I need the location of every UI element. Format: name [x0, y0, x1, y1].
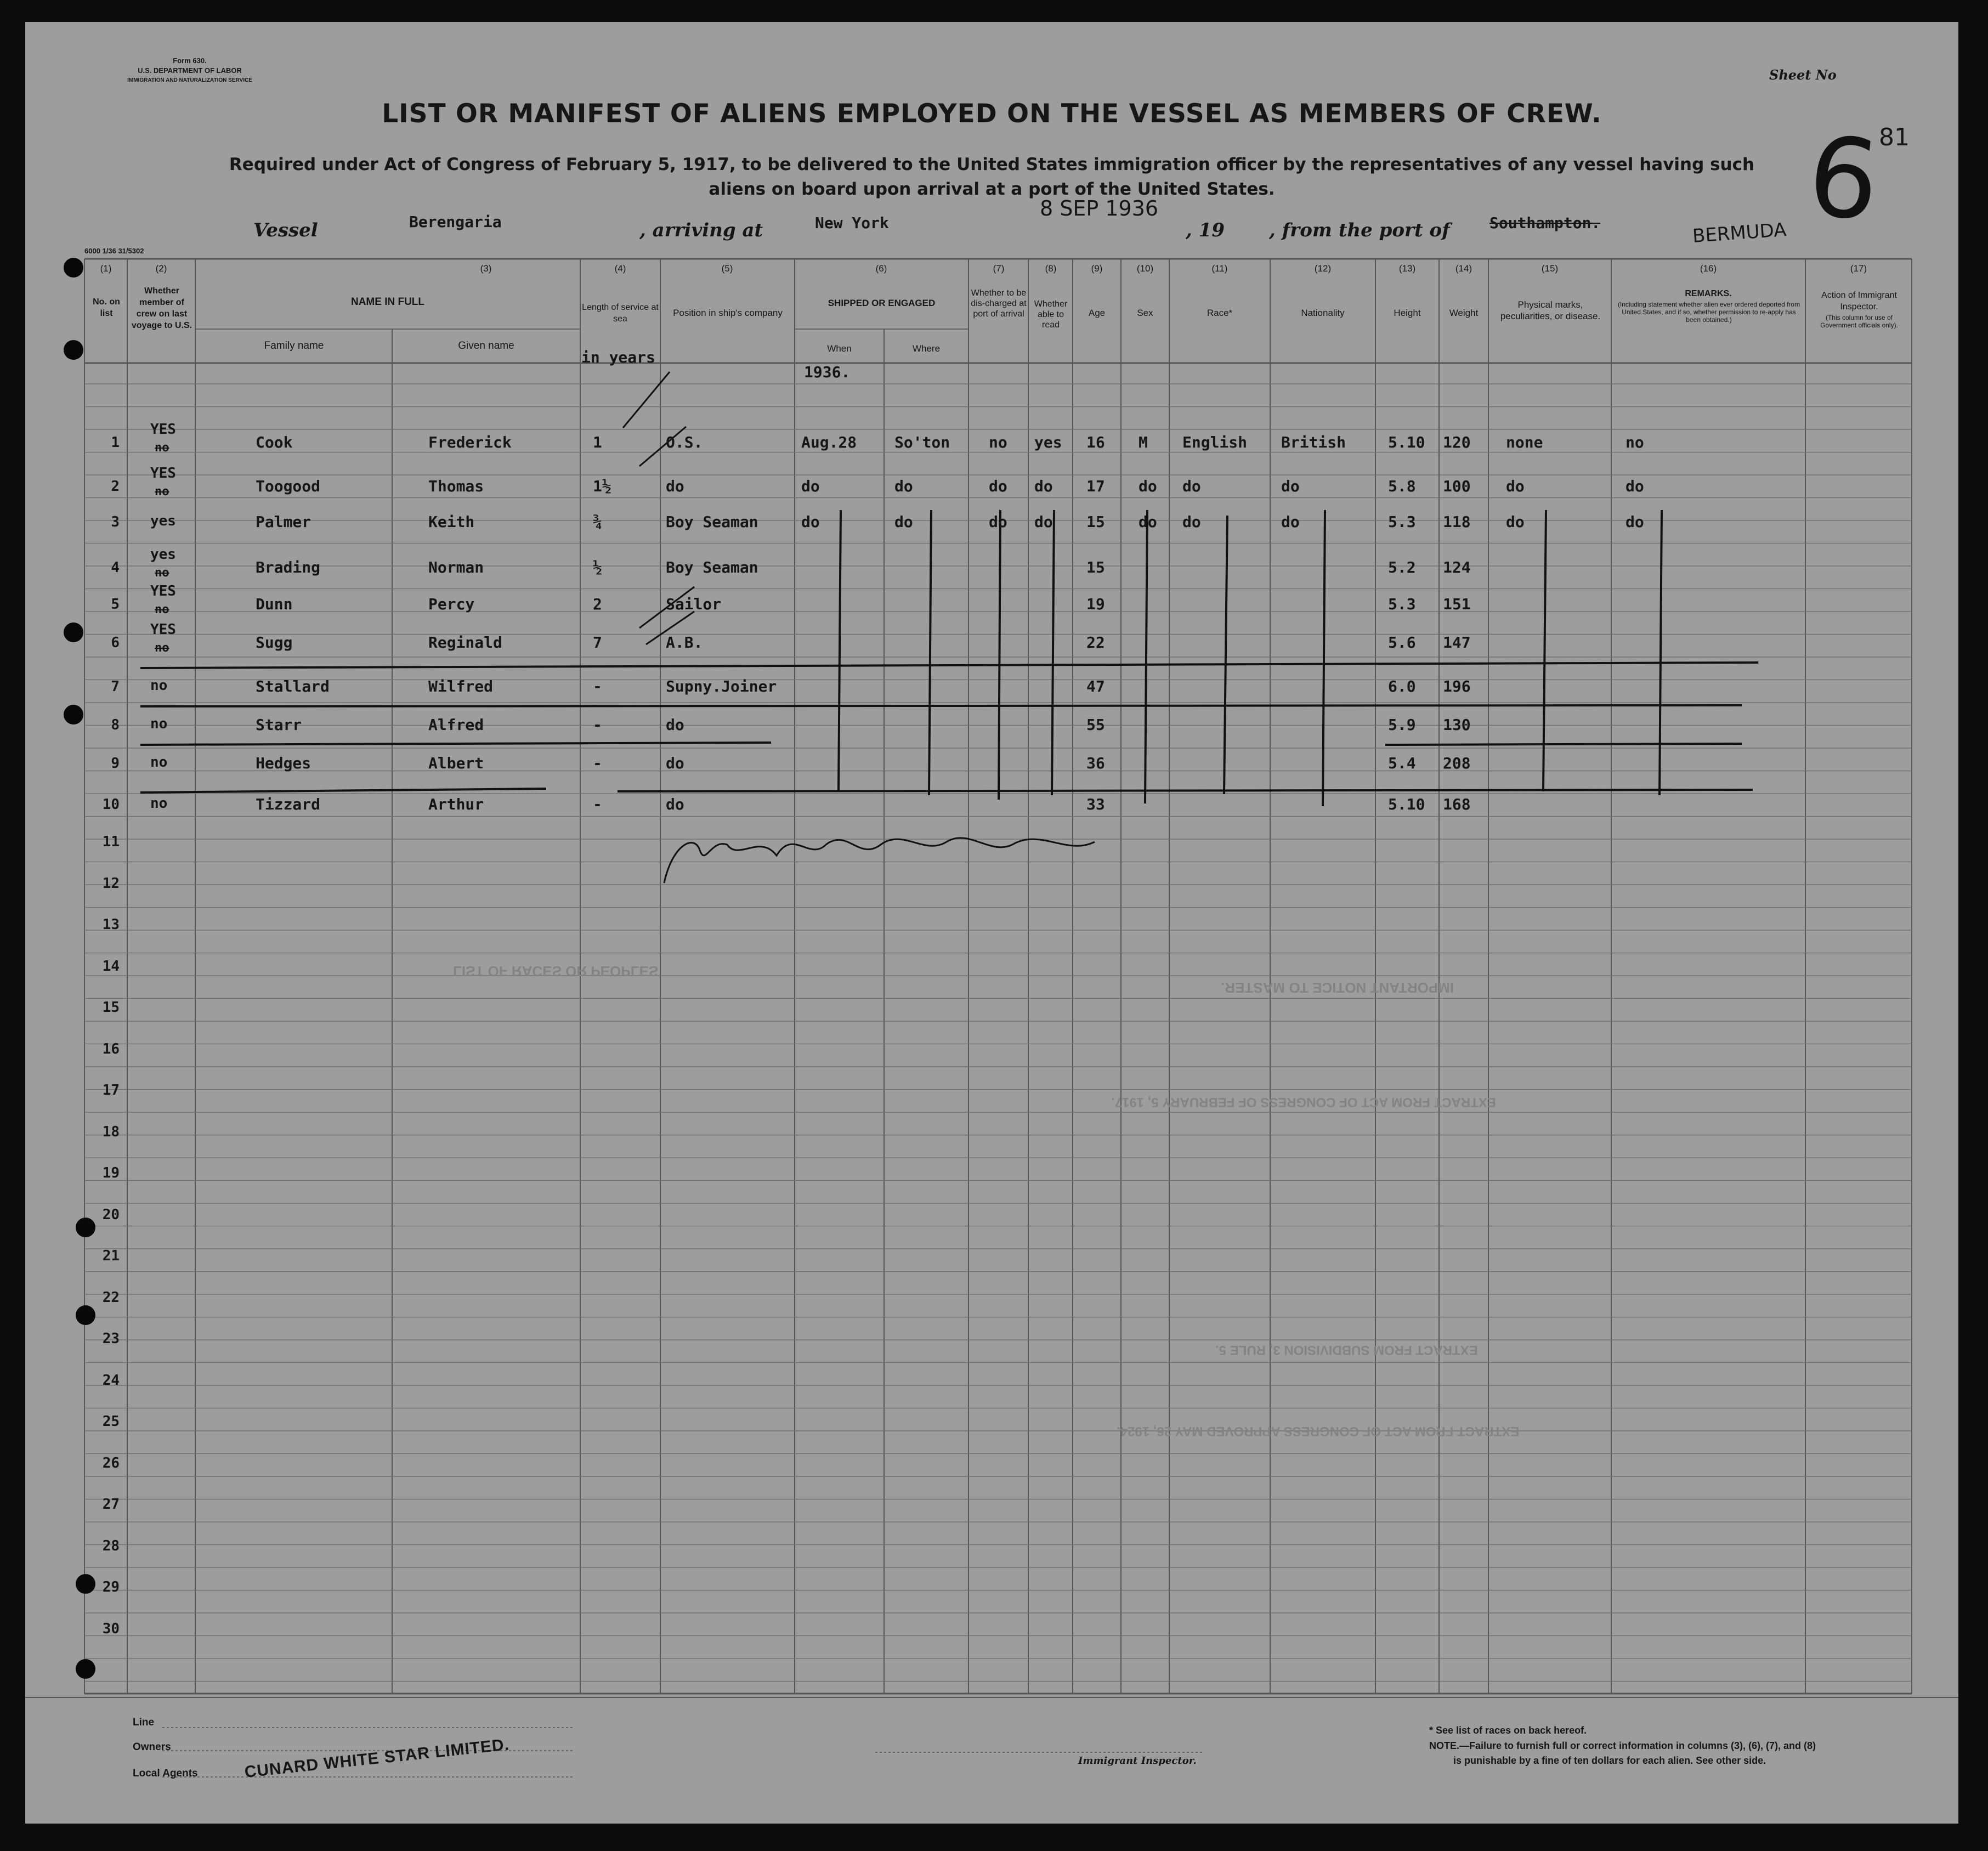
- cell-age: 15: [1086, 513, 1105, 531]
- from-label: , from the port of: [1269, 219, 1450, 241]
- cell-age: 22: [1086, 633, 1105, 652]
- col-physical-marks: Physical marks, peculiarities, or disease.: [1500, 299, 1601, 321]
- column-number: (17): [1850, 263, 1867, 274]
- row-number: 10: [102, 796, 120, 813]
- cell-height: 5.6: [1388, 633, 1416, 652]
- cell-position: do: [666, 754, 684, 772]
- cell-service: -: [593, 677, 602, 695]
- page-title: LIST OR MANIFEST OF ALIENS EMPLOYED ON THE VESSEL AS MEMBERS OF CREW.: [382, 99, 1602, 129]
- extract-3: EXTRACT FROM ACT OF CONGRESS APPROVED MAY 26, 1924.: [1117, 1424, 1520, 1439]
- col-shipped-engaged: SHIPPED OR ENGAGED: [828, 298, 936, 308]
- cell-member: no: [150, 754, 168, 771]
- cell-family: Brading: [256, 558, 321, 576]
- from-port-handwritten: BERMUDA: [1691, 219, 1787, 247]
- local-agents-label: Local Agents: [133, 1768, 198, 1779]
- cell-age: 36: [1086, 754, 1105, 772]
- col-discharged: Whether to be dis-charged at port of arrival: [971, 288, 1027, 319]
- col-age: Age: [1088, 308, 1106, 318]
- cell-read: do: [1034, 513, 1053, 531]
- cell-height: 5.10: [1388, 433, 1425, 451]
- col-nationality: Nationality: [1301, 308, 1345, 318]
- binding-hole: [64, 340, 83, 360]
- column-number: (2): [155, 263, 167, 274]
- cell-member-struck: no: [155, 485, 169, 499]
- cell-nationality: do: [1281, 513, 1300, 531]
- manifest-sheet: [25, 22, 1958, 1824]
- agents-stamp: CUNARD WHITE STAR LIMITED.: [243, 1735, 511, 1781]
- cell-where: So'ton: [894, 433, 950, 451]
- column-number: (4): [614, 263, 626, 274]
- cell-age: 19: [1086, 595, 1105, 613]
- cell-member-struck: no: [155, 566, 169, 580]
- column-number: (1): [100, 263, 112, 274]
- row-number: 21: [102, 1248, 120, 1264]
- cell-family: Tizzard: [256, 795, 321, 813]
- col-height: Height: [1394, 308, 1421, 318]
- binding-hole: [76, 1305, 95, 1325]
- cell-service: 7: [593, 633, 602, 652]
- races-heading: LIST OF RACES OR PEOPLES: [453, 963, 659, 980]
- row-number: 29: [102, 1579, 120, 1595]
- column-number: (11): [1211, 263, 1228, 274]
- cell-age: 17: [1086, 477, 1105, 495]
- cell-where: do: [894, 477, 913, 495]
- binding-hole: [76, 1659, 95, 1679]
- form-header-block: [113, 56, 267, 86]
- column-number: (16): [1700, 263, 1717, 274]
- row-number: 23: [102, 1331, 120, 1347]
- row-number: 15: [102, 999, 120, 1016]
- cell-weight: 100: [1443, 477, 1471, 495]
- important-notice: IMPORTANT NOTICE TO MASTER.: [1221, 980, 1454, 996]
- cell-weight: 168: [1443, 795, 1471, 813]
- cell-family: Stallard: [256, 677, 330, 695]
- col-sex: Sex: [1137, 308, 1153, 318]
- arriving-label: , arriving at: [639, 219, 763, 241]
- column-number: (9): [1091, 263, 1103, 274]
- cell-given: Arthur: [428, 795, 484, 813]
- row-number: 2: [111, 478, 120, 495]
- row-number: 8: [111, 717, 120, 733]
- cell-member: YES: [150, 465, 176, 482]
- row-number: 16: [102, 1040, 120, 1057]
- cell-age: 15: [1086, 558, 1105, 576]
- cell-position: do: [666, 477, 684, 495]
- date-stamp: 8 SEP 1936: [1040, 196, 1159, 220]
- col-whether-member: Whether member of crew on last voyage to U.S.: [131, 286, 192, 330]
- cell-remarks: do: [1625, 477, 1644, 495]
- row-number: 6: [111, 635, 120, 651]
- cell-height: 5.8: [1388, 477, 1416, 495]
- immigrant-inspector-label: Immigrant Inspector.: [1078, 1755, 1197, 1767]
- cell-given: Wilfred: [428, 677, 494, 695]
- page-number: 81: [1879, 123, 1910, 151]
- cell-member: yes: [150, 546, 176, 563]
- cell-service: 1½: [593, 477, 611, 495]
- row-number: 7: [111, 678, 120, 695]
- row-number: 25: [102, 1413, 120, 1430]
- col-action-note: (This column for use of Government officials only).: [1820, 314, 1898, 329]
- row-number: 13: [102, 916, 120, 933]
- row-number: 12: [102, 875, 120, 892]
- cell-given: Albert: [428, 754, 484, 772]
- row-number: 30: [102, 1620, 120, 1637]
- cell-position: Supny.Joiner: [666, 677, 777, 695]
- col-action: Action of Immigrant Inspector.: [1821, 291, 1897, 312]
- cell-race: do: [1182, 477, 1201, 495]
- column-number: (12): [1314, 263, 1332, 274]
- row-number: 18: [102, 1123, 120, 1140]
- cell-member: yes: [150, 513, 176, 529]
- cell-family: Palmer: [256, 513, 311, 531]
- cell-read: yes: [1034, 433, 1062, 451]
- col-no-on-list: No. on list: [93, 297, 120, 318]
- cell-position: do: [666, 716, 684, 734]
- row-number: 28: [102, 1537, 120, 1554]
- cell-height: 5.9: [1388, 716, 1416, 734]
- column-number: (7): [993, 263, 1005, 274]
- cell-read: do: [1034, 477, 1053, 495]
- cell-physical: do: [1506, 477, 1525, 495]
- cell-when: do: [801, 477, 820, 495]
- cell-age: 16: [1086, 433, 1105, 451]
- shipped-year: 1936.: [804, 363, 851, 381]
- cell-age: 55: [1086, 716, 1105, 734]
- row-number: 27: [102, 1496, 120, 1513]
- col-able-to-read: Whether able to read: [1034, 299, 1068, 330]
- print-code: 6000 1/36 31/5302: [84, 247, 144, 255]
- cell-weight: 147: [1443, 633, 1471, 652]
- cell-height: 5.4: [1388, 754, 1416, 772]
- cell-remarks: do: [1625, 513, 1644, 531]
- cell-member: no: [150, 716, 168, 732]
- cell-service: -: [593, 795, 602, 813]
- col-remarks: REMARKS.: [1685, 289, 1732, 298]
- cell-given: Frederick: [428, 433, 512, 451]
- cell-physical: none: [1506, 433, 1543, 451]
- binding-hole: [64, 622, 83, 642]
- cell-race: English: [1182, 433, 1248, 451]
- arriving-port: New York: [815, 214, 889, 232]
- cell-height: 6.0: [1388, 677, 1416, 695]
- cell-height: 5.3: [1388, 513, 1416, 531]
- cell-family: Sugg: [256, 633, 293, 652]
- column-number: (10): [1136, 263, 1154, 274]
- fine-note: is punishable by a fine of ten dollars for each alien. See other side.: [1453, 1755, 1766, 1766]
- vessel-label: Vessel: [253, 219, 318, 241]
- cell-member: no: [150, 795, 168, 812]
- cell-member-struck: no: [155, 441, 169, 455]
- subtitle-line-1: Required under Act of Congress of February 5, 1917, to be delivered to the United States immigration officer by the representatives of any vessel having such: [229, 155, 1755, 174]
- cell-weight: 124: [1443, 558, 1471, 576]
- see-list-note: * See list of races on back hereof.: [1429, 1725, 1587, 1736]
- row-number: 14: [102, 958, 120, 975]
- department-name: U.S. DEPARTMENT OF LABOR: [138, 66, 242, 75]
- cell-service: -: [593, 716, 602, 734]
- sheet-number: 6: [1802, 111, 1885, 247]
- vessel-name: Berengaria: [409, 213, 502, 231]
- row-number: 26: [102, 1454, 120, 1471]
- cell-weight: 120: [1443, 433, 1471, 451]
- col-length-service-hand: in years: [581, 348, 655, 366]
- cell-given: Norman: [428, 558, 484, 576]
- cell-weight: 118: [1443, 513, 1471, 531]
- cell-when: Aug.28: [801, 433, 857, 451]
- cell-family: Starr: [256, 716, 302, 734]
- col-when: When: [827, 343, 852, 354]
- subtitle-line-2: aliens on board upon arrival at a port of the United States.: [709, 179, 1275, 199]
- col-position: Position in ship's company: [673, 308, 783, 318]
- cell-weight: 196: [1443, 677, 1471, 695]
- cell-discharged: no: [989, 433, 1007, 451]
- col-name-in-full: NAME IN FULL: [350, 296, 425, 308]
- col-where: Where: [912, 343, 941, 354]
- row-number: 20: [102, 1206, 120, 1223]
- column-number: (6): [875, 263, 887, 274]
- col-remarks-note: (Including statement whether alien ever ordered deported from United States, and if so, whether permission to re-apply has been obtained.): [1617, 301, 1800, 324]
- row-number: 22: [102, 1289, 120, 1306]
- row-number: 4: [111, 559, 120, 576]
- cell-discharged: do: [989, 477, 1007, 495]
- column-number: (14): [1455, 263, 1472, 274]
- service-name: IMMIGRATION AND NATURALIZATION SERVICE: [127, 77, 252, 83]
- cell-service: ¾: [593, 513, 602, 531]
- cell-height: 5.10: [1388, 795, 1425, 813]
- cell-weight: 151: [1443, 595, 1471, 613]
- cell-sex: do: [1139, 513, 1157, 531]
- cell-remarks: no: [1625, 433, 1644, 451]
- cell-service: 1: [593, 433, 602, 451]
- cell-given: Keith: [428, 513, 475, 531]
- year-label: , 19: [1186, 219, 1225, 241]
- cell-position: Sailor: [666, 595, 722, 613]
- cell-nationality: British: [1281, 433, 1346, 451]
- cell-where: do: [894, 513, 913, 531]
- col-length-service: Length of service at sea: [582, 303, 659, 324]
- extract-1: EXTRACT FROM ACT OF CONGRESS OF FEBRUARY 5, 1917.: [1111, 1095, 1496, 1110]
- cell-weight: 130: [1443, 716, 1471, 734]
- cell-position: do: [666, 795, 684, 813]
- col-weight: Weight: [1449, 308, 1479, 318]
- cell-member-struck: no: [155, 641, 169, 655]
- extract-2: EXTRACT FROM SUBDIVISION 3, RULE 5.: [1215, 1343, 1478, 1357]
- cell-given: Thomas: [428, 477, 484, 495]
- row-number: 19: [102, 1165, 120, 1181]
- line-label: Line: [133, 1717, 155, 1728]
- col-race: Race*: [1207, 308, 1233, 318]
- cell-age: 47: [1086, 677, 1105, 695]
- cell-member-struck: no: [155, 603, 169, 616]
- cell-family: Cook: [256, 433, 293, 451]
- cell-position: Boy Seaman: [666, 558, 758, 576]
- row-number: 3: [111, 514, 120, 530]
- cell-service: ½: [593, 558, 602, 576]
- cell-family: Toogood: [256, 477, 321, 495]
- cell-race: do: [1182, 513, 1201, 531]
- sheet-no-label: Sheet No: [1769, 67, 1837, 83]
- cell-position: Boy Seaman: [666, 513, 758, 531]
- cell-given: Percy: [428, 595, 475, 613]
- cell-given: Alfred: [428, 716, 484, 734]
- row-number: 11: [102, 834, 120, 850]
- row-number: 1: [111, 434, 120, 451]
- cell-service: -: [593, 754, 602, 772]
- cell-family: Dunn: [256, 595, 293, 613]
- cell-member: YES: [150, 621, 176, 638]
- cell-sex: do: [1139, 477, 1157, 495]
- row-number: 17: [102, 1082, 120, 1099]
- cell-sex: M: [1139, 433, 1148, 451]
- binding-hole: [64, 258, 83, 278]
- failure-note: NOTE.—Failure to furnish full or correct information in columns (3), (6), (7), and (8): [1429, 1740, 1816, 1751]
- cell-member: YES: [150, 421, 176, 438]
- cell-family: Hedges: [256, 754, 311, 772]
- row-number: 5: [111, 596, 120, 613]
- cell-nationality: do: [1281, 477, 1300, 495]
- column-number: (5): [721, 263, 733, 274]
- cell-physical: do: [1506, 513, 1525, 531]
- from-port-struck: Southampton.: [1489, 214, 1601, 232]
- owners-label: Owners: [133, 1741, 171, 1753]
- form-number: Form 630.: [173, 56, 207, 65]
- column-number: (15): [1541, 263, 1559, 274]
- row-number: 24: [102, 1372, 120, 1389]
- column-number: (13): [1398, 263, 1416, 274]
- cell-member: no: [150, 677, 168, 694]
- cell-position: A.B.: [666, 633, 703, 652]
- cell-height: 5.2: [1388, 558, 1416, 576]
- cell-service: 2: [593, 595, 602, 613]
- col-family-name: Family name: [264, 340, 324, 352]
- cell-when: do: [801, 513, 820, 531]
- cell-position: O.S.: [666, 433, 703, 451]
- column-number: (8): [1045, 263, 1057, 274]
- row-number: 9: [111, 755, 120, 772]
- col-given-name: Given name: [458, 340, 514, 352]
- cell-weight: 208: [1443, 754, 1471, 772]
- cell-given: Reginald: [428, 633, 502, 652]
- binding-hole: [64, 705, 83, 724]
- cell-member: YES: [150, 583, 176, 599]
- column-number: (3): [480, 263, 492, 274]
- cell-age: 33: [1086, 795, 1105, 813]
- cell-discharged: do: [989, 513, 1007, 531]
- cell-height: 5.3: [1388, 595, 1416, 613]
